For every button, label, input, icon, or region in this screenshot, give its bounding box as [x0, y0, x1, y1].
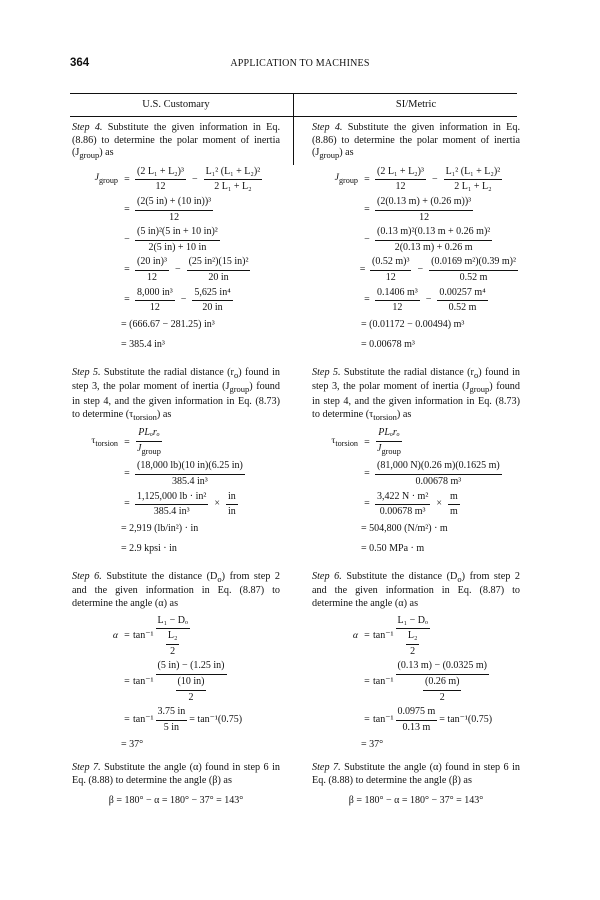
eq7: β = 180° − α = 180° − 37° = 143° — [108, 795, 244, 807]
eq4-line4: = $\frac{\text{(20 in)³}}{12}$ − $\frac{\text{(25 in²)(15 in)²}}{20 in}$ — [124, 256, 249, 283]
eq6-line4: = 37° — [121, 739, 144, 751]
eq4-line6: = (666.67 − 281.25) in³ — [121, 319, 215, 331]
step6-paragraph: Step 6. Substitute the distance $(D_o)$ from step 2 and the given information in Eq. (8.87) to determine the angle (α) as — [72, 570, 281, 609]
step5-paragraph: Step 5. Substitute the radial distance $(r_o)$ found in step 3, the polar moment of inertia $(J_{group})$ found in step 4, and the given information in Eq. (8.73) to determine $(\tau_{torsion})$ as — [72, 366, 280, 422]
eq5-line5: = 0.50 MPa · m — [361, 543, 425, 555]
eq4-line3: − $\frac{\text{(5 in)²(5 in + 10 in)²}}{2(5 in) + 10 in}$ — [124, 226, 218, 253]
eq5-line4: = 504,800 (N/m²) · m — [361, 523, 448, 535]
right-column-header: SI/Metric — [395, 99, 437, 110]
eq6-line3: = tan⁻¹ $\frac{0.0975 m}{0.13 m}$ = tan⁻¹(0.75) — [364, 706, 493, 733]
step4-paragraph: Step 4. Substitute the given information in Eq. (8.86) to determine the polar moment of inertia $(J_{group})$ as — [312, 122, 520, 161]
eq6-line3: = tan⁻¹ $\frac{3.75 in}{5 in}$ = tan⁻¹(0.75) — [124, 706, 243, 733]
eq5-line1: $\tau_{torsion}$ = $\frac{\text{PLₒrₒ}}{J_{group}}$ — [91, 427, 161, 456]
eq5-line1: $\tau_{torsion}$ = $\frac{\text{PLₒrₒ}}{J_{group}}$ — [331, 427, 401, 456]
eq5-line2: = $\frac{(81,000 N)(0.26 m)(0.1625 m)}{\text{0.00678 m³}}$ — [364, 460, 500, 487]
page-number: 364 — [70, 57, 90, 69]
eq4-line7: = 0.00678 m³ — [361, 339, 415, 351]
step5-paragraph: Step 5. Substitute the radial distance $(r_o)$ found in step 3, the polar moment of inertia $(J_{group})$ found in step 4, and the given information in Eq. (8.73) to determine $(\tau_{torsion})$ as — [312, 366, 520, 422]
eq4-line7: = 385.4 in³ — [121, 339, 165, 351]
eq4-line3: − $\frac{\text{(0.13 m)²(0.13 m + 0.26 m)²}}{2(0.13 m) + 0.26 m}$ — [364, 226, 491, 253]
step6-paragraph: Step 6. Substitute the distance $(D_o)$ from step 2 and the given information in Eq. (8.87) to determine the angle (α) as — [312, 570, 521, 609]
eq4-line5: = $\frac{\text{0.1406 m³}}{12}$ − $\frac{\text{0.00257 m⁴}}{0.52 m}$ — [364, 286, 486, 314]
step7-paragraph: Step 7. Substitute the angle (α) found in step 6 in Eq. (8.88) to determine the angle (β) as — [72, 762, 281, 786]
eq5-line3: = $\frac{\text{3,422 N · m²}}{\text{0.00678 m³}}$ × $\frac{m}{m}$ — [364, 490, 458, 518]
eq6-line1: α = tan⁻¹ $\frac{\text{L₁ − Dₒ}}{\frac{\text{L₂}}{2}}$ — [112, 614, 188, 657]
eq6-line2: = tan⁻¹ $\frac{(5 in) - (1.25 in)}{\frac{(10 in)}{2}}$ — [124, 660, 225, 703]
right-column — [312, 122, 520, 814]
eq4-line6: = (0.01172 − 0.00494) m³ — [361, 319, 465, 331]
eq7: β = 180° − α = 180° − 37° = 143° — [348, 795, 484, 807]
eq4-line2: = $\frac{\text{(2(0.13 m) + (0.26 m))³}}{12}$ — [364, 196, 472, 223]
eq4-line1: $J_{group}$ = $\frac{\text{(2 L₁ + L₂)³}}{12}$ − $\frac{\text{L₁² (L₁ + L₂)²}}{\text{2 L₁ + L₂}}$ — [334, 165, 501, 193]
eq5-line4: = 2,919 (lb/in²) · in — [121, 523, 199, 535]
eq4-line5: = $\frac{\text{8,000 in³}}{12}$ − $\frac{\text{5,625 in⁴}}{20 in}$ — [124, 286, 231, 314]
eq5-line5: = 2.9 kpsi · in — [121, 543, 177, 555]
eq5-line3: = $\frac{\text{1,125,000 lb · in²}}{\text{385.4 in³}}$ × $\frac{in}{in}$ — [124, 490, 236, 518]
eq4-line2: = $\frac{\text{(2(5 in) + (10 in))³}}{12}$ — [124, 196, 212, 223]
eq5-line2: = $\frac{(18,000 lb)(10 in)(6.25 in)}{\text{385.4 in³}}$ — [124, 460, 243, 487]
eq6-line2: = tan⁻¹ $\frac{(0.13 m) - (0.0325 m)}{\frac{(0.26 m)}{2}}$ — [364, 660, 488, 703]
step4-label: Step 4. — [312, 122, 343, 133]
step4-paragraph: Step 4. Substitute the given information in Eq. (8.86) to determine the polar moment of inertia $(J_{group})$ as — [72, 122, 280, 161]
running-head: APPLICATION TO MACHINES — [230, 58, 370, 69]
left-column-header: U.S. Customary — [142, 99, 210, 110]
eq6-line4: = 37° — [361, 739, 384, 751]
eq4-line1: $J_{group}$ = $\frac{\text{(2 L₁ + L₂)³}}{12}$ − $\frac{\text{L₁² (L₁ + L₂)²}}{\text{2 L₁ + L₂}}$ — [94, 165, 261, 193]
left-column — [72, 122, 280, 814]
step7-paragraph: Step 7. Substitute the angle (α) found in step 6 in Eq. (8.88) to determine the angle (β) as — [312, 762, 521, 786]
column-divider — [293, 93, 294, 165]
eq4-line4: = $\frac{\text{(0.52 m)³}}{12}$ − $\frac{\text{(0.0169 m²)(0.39 m)²}}{0.52 m}$ — [359, 256, 516, 283]
eq6-line1: α = tan⁻¹ $\frac{\text{L₁ − Dₒ}}{\frac{\text{L₂}}{2}}$ — [352, 614, 428, 657]
step4-label: Step 4. — [72, 122, 103, 133]
